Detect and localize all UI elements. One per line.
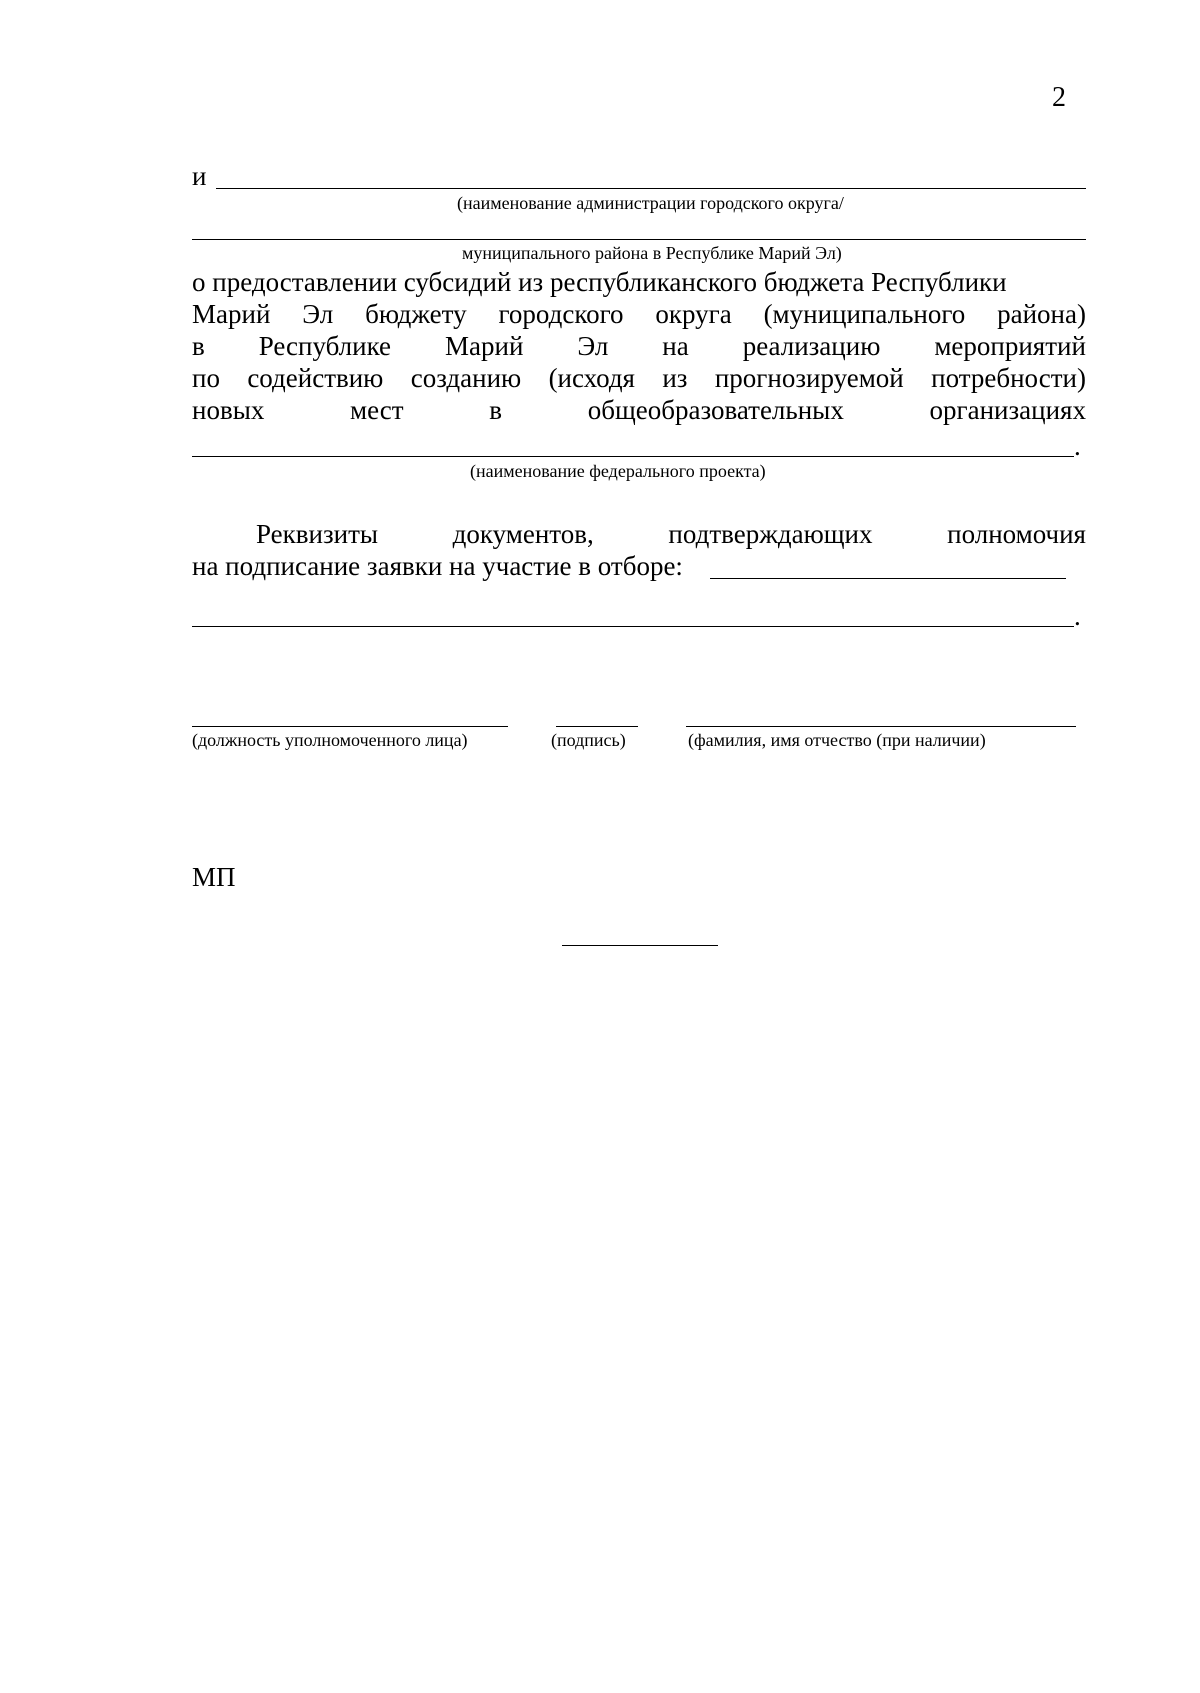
word: документов, bbox=[452, 519, 594, 549]
body-line-1 bbox=[192, 266, 1086, 298]
signature-line bbox=[556, 726, 638, 727]
word: на bbox=[662, 331, 689, 361]
admin-name-line bbox=[216, 188, 1086, 189]
requisites-line-1 bbox=[256, 518, 1086, 550]
body-line-4 bbox=[192, 362, 1086, 394]
word: мест bbox=[350, 395, 404, 425]
word: содействию bbox=[247, 363, 384, 393]
word: реализацию bbox=[742, 331, 881, 361]
word: мероприятий bbox=[934, 331, 1086, 361]
word: из bbox=[662, 363, 688, 393]
body-line-3 bbox=[192, 330, 1086, 362]
word: полномочия bbox=[947, 519, 1086, 549]
word: новых bbox=[192, 395, 265, 425]
word: Марий bbox=[445, 331, 524, 361]
admin-name-caption-1: (наименование администрации городского округа/ bbox=[457, 193, 844, 213]
requisites-paragraph bbox=[192, 518, 1086, 582]
requisites-fill-line bbox=[710, 578, 1066, 579]
word: по bbox=[192, 363, 220, 393]
word: Эл bbox=[577, 331, 609, 361]
position-line bbox=[192, 726, 508, 727]
conjunction-and: и bbox=[192, 161, 207, 191]
position-caption: (должность уполномоченного лица) bbox=[192, 730, 468, 750]
stamp-place-label: МП bbox=[192, 862, 236, 892]
name-caption: (фамилия, имя отчество (при наличии) bbox=[688, 730, 986, 750]
project-name-line bbox=[192, 456, 1074, 457]
word: Реквизиты bbox=[256, 519, 379, 549]
word: бюджету bbox=[365, 299, 467, 329]
page-number: 2 bbox=[1052, 82, 1066, 113]
requisites-line-period: . bbox=[1074, 601, 1081, 631]
word: Республике bbox=[258, 331, 392, 361]
body-paragraph bbox=[192, 266, 1086, 426]
signature-caption: (подпись) bbox=[551, 730, 626, 750]
admin-name-line-2 bbox=[192, 239, 1086, 240]
word: организациях bbox=[929, 395, 1086, 425]
word: Марий bbox=[192, 299, 271, 329]
word: общеобразовательных bbox=[587, 395, 844, 425]
word: прогнозируемой bbox=[714, 363, 904, 393]
word: района) bbox=[997, 299, 1086, 329]
project-line-period: . bbox=[1074, 431, 1081, 461]
word: в bbox=[489, 395, 503, 425]
word: Эл bbox=[302, 299, 334, 329]
word: созданию bbox=[410, 363, 522, 393]
word: подтверждающих bbox=[668, 519, 873, 549]
requisites-fill-line-2 bbox=[192, 626, 1074, 627]
word: городского bbox=[498, 299, 624, 329]
body-line-2 bbox=[192, 298, 1086, 330]
word: потребности) bbox=[931, 363, 1086, 393]
word: округа bbox=[655, 299, 732, 329]
body-line-5 bbox=[192, 394, 1086, 426]
name-line bbox=[686, 726, 1076, 727]
word: (исходя bbox=[548, 363, 635, 393]
project-name-caption: (наименование федерального проекта) bbox=[470, 461, 766, 481]
word: в bbox=[192, 331, 205, 361]
body-line-1-text: о предоставлении субсидий из республиканского бюджета Республики bbox=[192, 267, 1007, 297]
word: (муниципального bbox=[763, 299, 966, 329]
requisites-line-2-text: на подписание заявки на участие в отборе: bbox=[192, 551, 683, 581]
end-divider bbox=[562, 945, 718, 946]
admin-name-caption-2: муниципального района в Республике Марий Эл) bbox=[462, 243, 842, 263]
